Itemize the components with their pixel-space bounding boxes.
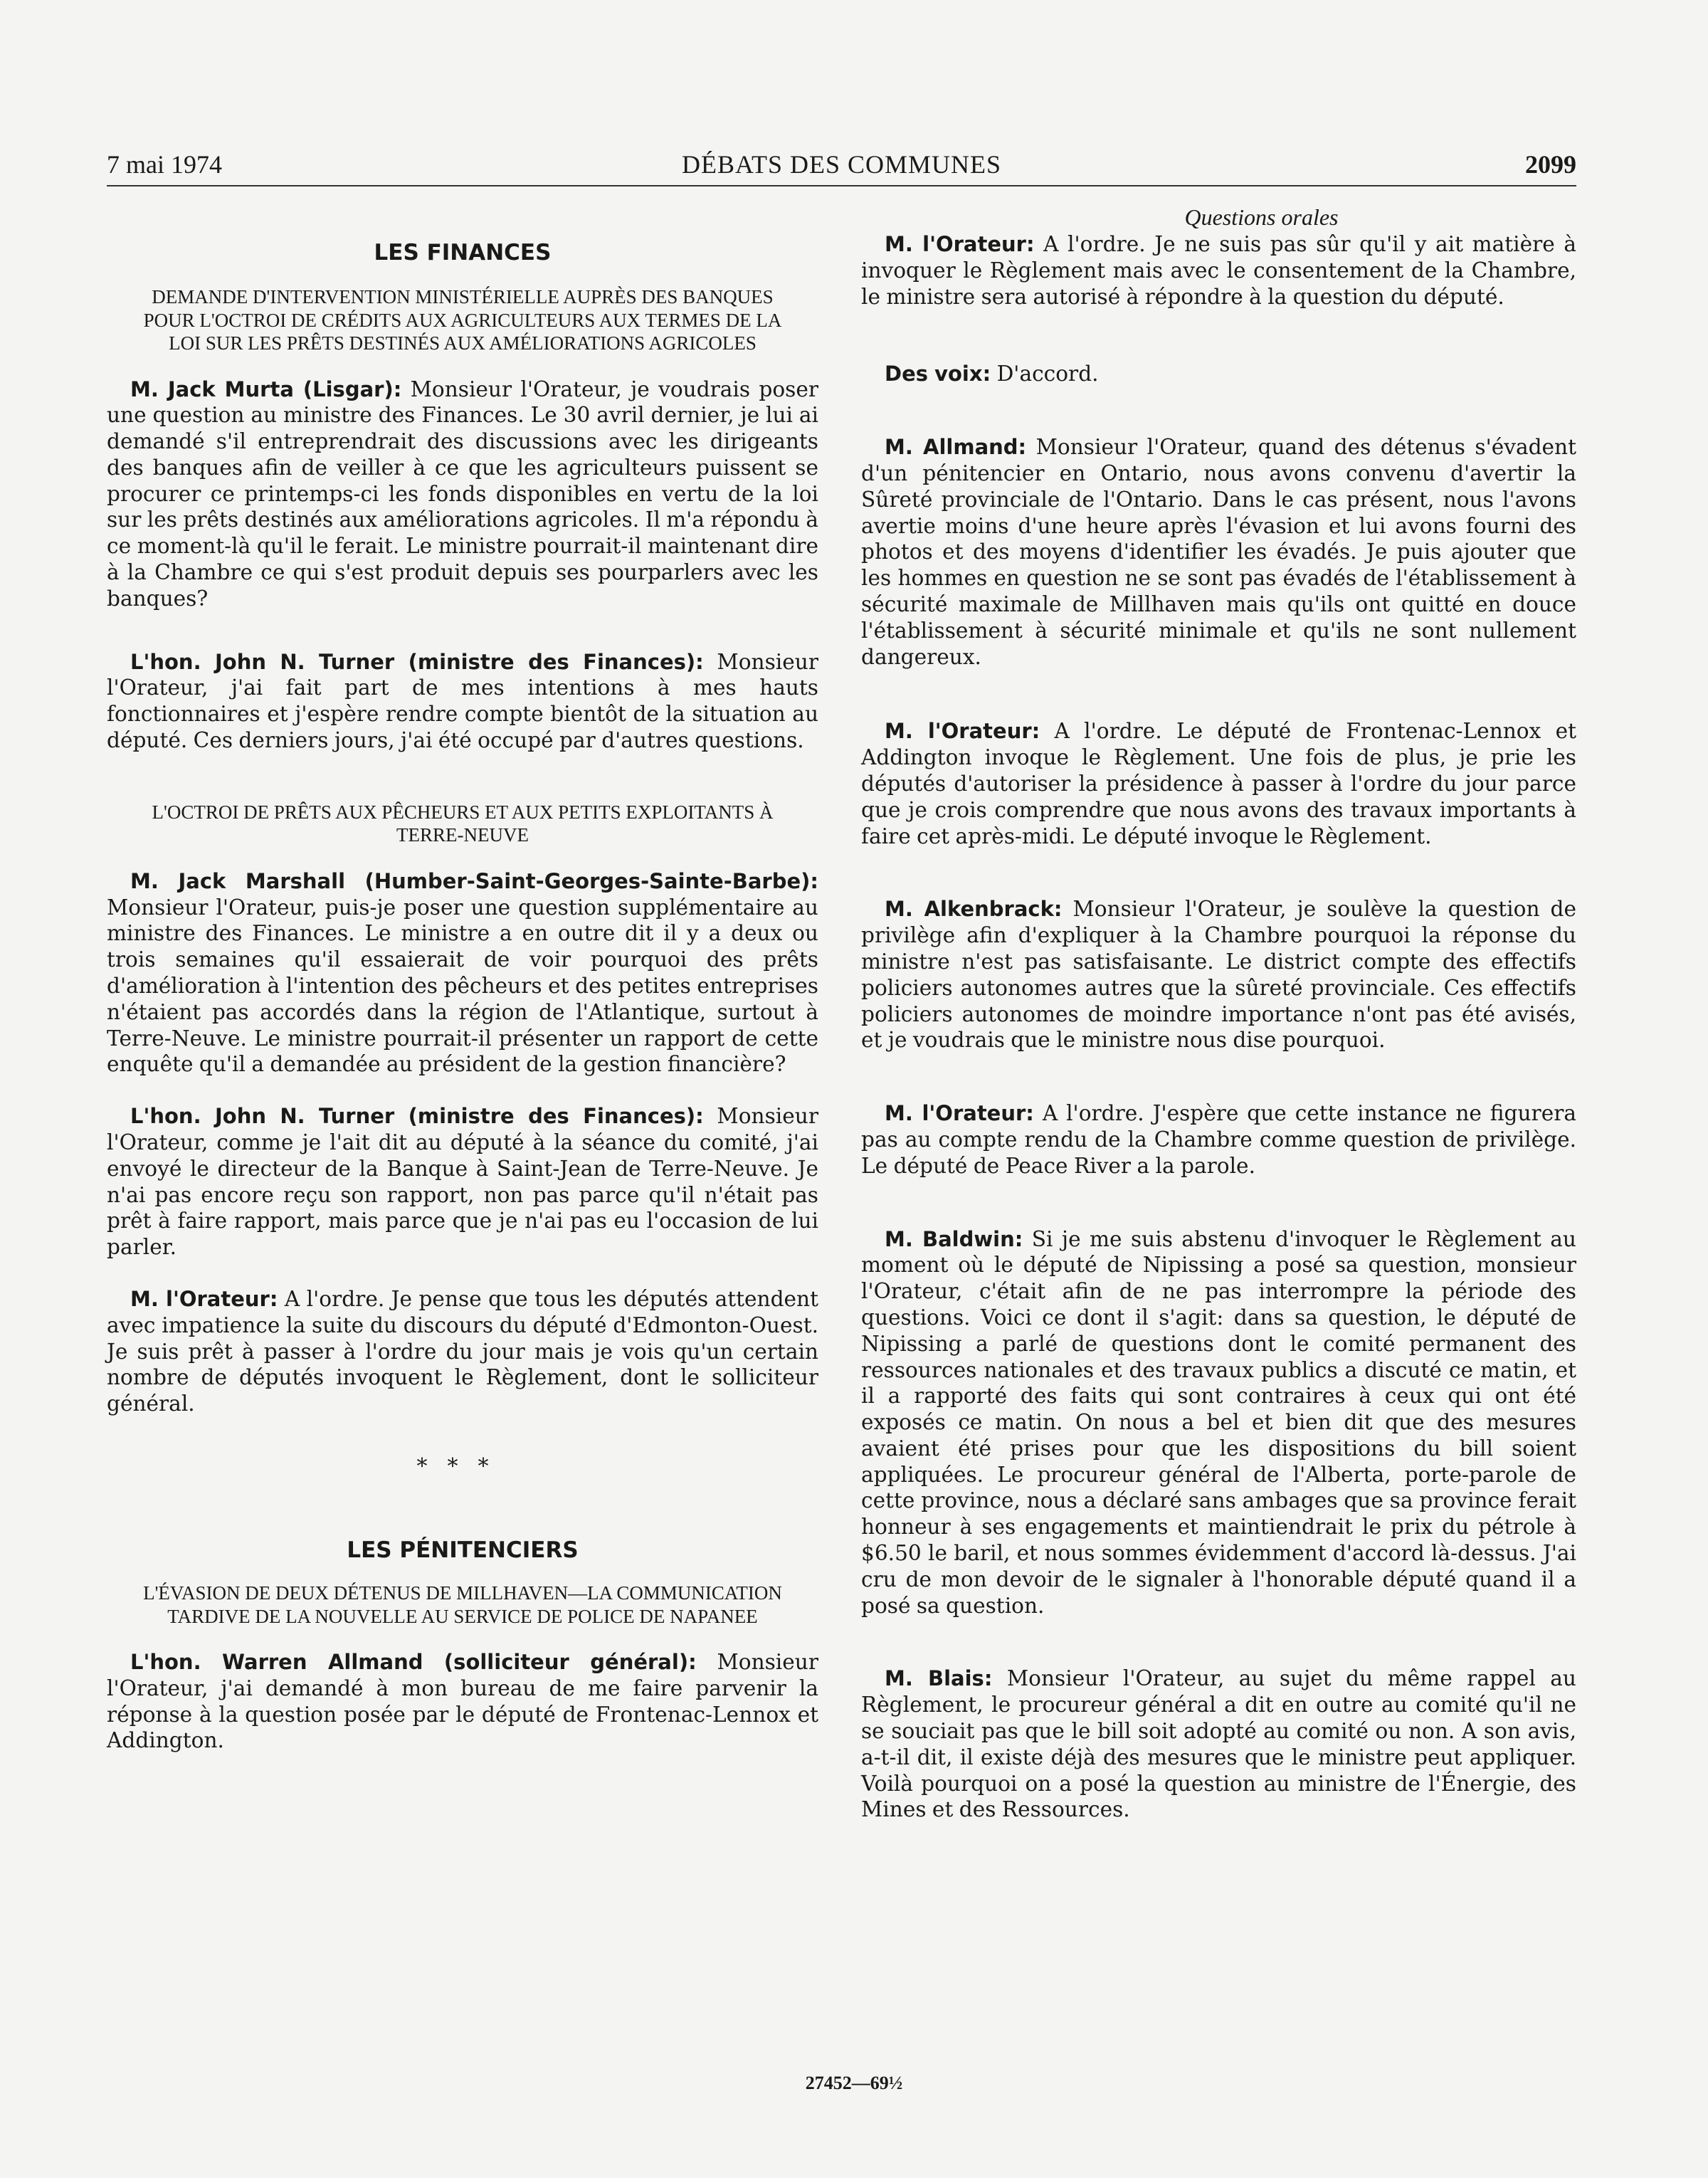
speech-turner-2 bbox=[107, 1103, 818, 1261]
speech-text: A l'ordre. J'espère que cette instance ne figurera pas au compte rendu de la Chambre comme question de privilège. Le député de Peace River a la parole. bbox=[861, 1101, 1577, 1178]
speech-text: Monsieur l'Orateur, j'ai demandé à mon bureau de me faire parvenir la réponse à la question posée par le député de Frontenac-Lennox et Addington. bbox=[107, 1650, 818, 1753]
speech-text: Monsieur l'Orateur, comme je l'ait dit au député à la séance du comité, j'ai envoyé le directeur de la Banque à Saint-Jean de Terre-Neuve. Je n'ai pas encore reçu son rapport, non pas parce qu'il n'était pas prêt à faire rapport, mais parce que je n'ai pas eu l'occasion de lui parler. bbox=[107, 1104, 818, 1260]
section-subhead-fishermen-loans: L'OCTROI DE PRÊTS AUX PÊCHEURS ET AUX PETITS EXPLOITANTS À TERRE-NEUVE bbox=[152, 801, 774, 846]
left-column bbox=[107, 203, 818, 1754]
speech-speaker-4 bbox=[861, 1100, 1576, 1179]
speech-allmand-1 bbox=[107, 1649, 818, 1754]
speech-text: A l'ordre. Je pense que tous les députés attendent avec impatience la suite du discours du député d'Edmonton-Ouest. Je suis prêt à passer à l'ordre du jour mais je vois qu'un certain nombre de députés invoquent le Règlement, dont le solliciteur général. bbox=[107, 1287, 818, 1416]
speech-alkenbrack bbox=[861, 896, 1576, 1053]
header-title: DÉBATS DES COMMUNES bbox=[681, 150, 1002, 179]
speech-allmand-2 bbox=[861, 434, 1576, 670]
speaker-name: M. Jack Murta (Lisgar): bbox=[130, 377, 402, 401]
speech-speaker-3 bbox=[861, 718, 1576, 849]
speaker-name: M. Allmand: bbox=[885, 435, 1027, 460]
speech-blais bbox=[861, 1666, 1576, 1823]
section-subhead-agriculture-loans: DEMANDE D'INTERVENTION MINISTÉRIELLE AUPRÈS DES BANQUES POUR L'OCTROI DE CRÉDITS AUX AGRICULTEURS AUX TERMES DE LA LOI SUR LES PRÊTS DESTINÉS AUX AMÉLIORATIONS AGRICOLES bbox=[143, 286, 782, 354]
speech-text: Monsieur l'Orateur, quand des détenus s'évadent d'un pénitencier en Ontario, nous avons convenu d'avertir la Sûreté provinciale de l'Ontario. Dans le cas présent, nous l'avons avertie moins d'une heure après l'évasion et lui avons fourni des photos et des moyens d'identifier les évadés. Je puis ajouter que les hommes en question ne se sont pas évadés de l'établissement à sécurité maximale de Millhaven mais qu'ils ont quitté en douce l'établissement à sécurité minimale et qu'ils ne sont nullement dangereux. bbox=[861, 435, 1577, 669]
speaker-name: L'hon. John N. Turner (ministre des Finances): bbox=[130, 649, 704, 674]
page-header bbox=[107, 142, 1576, 186]
page-footer-code: 27452—69½ bbox=[805, 2073, 903, 2093]
section-separator: *** bbox=[416, 1454, 509, 1479]
speech-baldwin bbox=[861, 1226, 1576, 1619]
right-column bbox=[861, 203, 1576, 1823]
speech-text: Monsieur l'Orateur, au sujet du même rappel au Règlement, le procureur général a dit en outre au comité qu'il ne se souciait pas que le bill soit adopté au comité ou non. A son avis, a-t-il dit, il existe déjà des mesures que le ministre peut appliquer. Voilà pourquoi on a posé la question au ministre de l'Énergie, des Mines et des Ressources. bbox=[861, 1666, 1576, 1822]
section-title-finances: LES FINANCES bbox=[374, 240, 552, 265]
speech-text: Monsieur l'Orateur, j'ai fait part de mes intentions à mes hauts fonctionnaires et j'espère rendre compte bientôt de la situation au député. Ces derniers jours, j'ai été occupé par d'autres questions. bbox=[107, 649, 818, 753]
speech-voices bbox=[861, 361, 1576, 387]
speech-marshall bbox=[107, 868, 818, 1078]
speech-text: A l'ordre. Je ne suis pas sûr qu'il y ait matière à invoquer le Règlement mais avec le consentement de la Chambre, le ministre sera autorisé à répondre à la question du député. bbox=[861, 232, 1577, 309]
speaker-name: M. l'Orateur: bbox=[885, 1101, 1034, 1126]
speech-murta bbox=[107, 377, 818, 612]
speaker-name: M. Baldwin: bbox=[885, 1226, 1023, 1251]
speaker-name: M. Blais: bbox=[885, 1666, 993, 1691]
speech-text: Monsieur l'Orateur, je voudrais poser une question au ministre des Finances. Le 30 avril dernier, je lui ai demandé s'il entreprendrait des discussions avec les dirigeants des banques afin de veiller à ce que les agriculteurs puissent se procurer ce printemps-ci les fonds disponibles en vertu de la loi sur les prêts destinés aux améliorations agricoles. Il m'a répondu à ce moment-là qu'il le ferait. Le ministre pourrait-il maintenant dire à la Chambre ce qui s'est produit depuis ses pourparlers avec les banques? bbox=[107, 377, 818, 611]
speaker-name: M. Jack Marshall (Humber-Saint-Georges-Sainte-Barbe): bbox=[130, 868, 818, 893]
page bbox=[107, 142, 1577, 1822]
speaker-name: M. Alkenbrack: bbox=[885, 897, 1063, 922]
header-page-number: 2099 bbox=[1525, 150, 1576, 179]
speech-text: Si je me suis abstenu d'invoquer le Règlement au moment où le député de Nipissing a posé sa question, monsieur l'Orateur, c'était afin de ne pas interrompre la période des questions. Voici ce dont il s'agit: dans sa question, le député de Nipissing a parlé de questions dont le comité permanent des ressources nationales et des travaux publics a discuté ce matin, et il a rapporté des faits qui sont contraires à ceux qui ont été exposés ce matin. On nous a bel et bien dit que des mesures avaient été prises pour que les dispositions du bill soient appliquées. Le procureur général de l'Alberta, porte-parole de cette province, nous a déclaré sans ambages que sa province ferait honneur à ses engagements et maintiendrait le prix du pétrole à $6.50 le baril, et nous sommes évidemment d'accord là-dessus. J'ai cru de mon devoir de le signaler à l'honorable député quand il a posé sa question. bbox=[861, 1226, 1576, 1618]
speech-text: A l'ordre. Le député de Frontenac-Lennox et Addington invoque le Règlement. Une fois de plus, je prie les députés d'autoriser la présidence à passer à l'ordre du jour parce que je crois comprendre que nous avons des travaux importants à faire cet après-midi. Le député invoque le Règlement. bbox=[861, 719, 1576, 848]
speaker-name: Des voix: bbox=[885, 362, 991, 386]
speaker-name: M. l'Orateur: bbox=[130, 1287, 278, 1312]
section-subhead-millhaven: L'ÉVASION DE DEUX DÉTENUS DE MILLHAVEN—LA COMMUNICATION TARDIVE DE LA NOUVELLE AU SERVICE DE POLICE DE NAPANEE bbox=[143, 1582, 782, 1627]
running-head: Questions orales bbox=[1184, 204, 1339, 230]
section-title-penitentiaries: LES PÉNITENCIERS bbox=[347, 1537, 579, 1563]
header-date: 7 mai 1974 bbox=[107, 150, 222, 179]
speech-turner-1 bbox=[107, 649, 818, 754]
speaker-name: L'hon. John N. Turner (ministre des Finances): bbox=[130, 1104, 704, 1129]
speaker-name: L'hon. Warren Allmand (solliciteur général): bbox=[130, 1650, 697, 1674]
speech-text: D'accord. bbox=[991, 362, 1099, 386]
speaker-name: M. l'Orateur: bbox=[885, 232, 1035, 256]
speaker-name: M. l'Orateur: bbox=[885, 719, 1040, 744]
speech-text: Monsieur l'Orateur, je soulève la question de privilège afin d'expliquer à la Chambre pourquoi la réponse du ministre n'est pas satisfaisante. Le district compte des effectifs policiers autonomes autres que la sûreté provinciale. Ces effectifs policiers autonomes de moindre importance n'ont pas été avisés, et je voudrais que le ministre nous dise pourquoi. bbox=[861, 897, 1576, 1053]
speech-speaker-2 bbox=[861, 231, 1576, 310]
speech-speaker-1 bbox=[107, 1286, 818, 1417]
speech-text: Monsieur l'Orateur, puis-je poser une question supplémentaire au ministre des Finances. Le ministre a en outre dit il y a deux ou trois semaines qu'il essaierait de voir pourquoi des prêts d'amélioration à l'intention des pêcheurs et des petites entreprises n'étaient pas accordés dans la région de l'Atlantique, surtout à Terre-Neuve. Le ministre pourrait-il présenter un rapport de cette enquête qu'il a demandée au président de la gestion financière? bbox=[107, 895, 818, 1077]
